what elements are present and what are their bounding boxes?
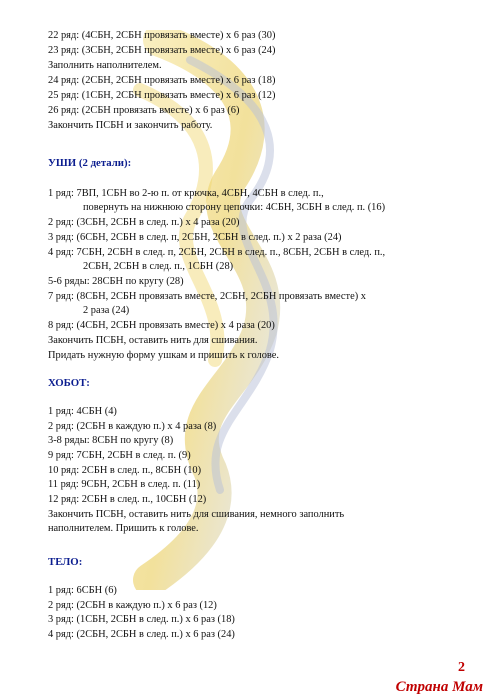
text-line: 2 ряд: (2СБН в каждую п.) х 6 раз (12) bbox=[48, 600, 217, 611]
text-line: 3 ряд: (6СБН, 2СБН в след. п, 2СБН, 2СБН в след. п.) х 2 раза (24) bbox=[48, 232, 342, 243]
text-line: 2 ряд: (2СБН в каждую п.) х 4 раза (8) bbox=[48, 421, 217, 432]
section-heading-trunk: ХОБОТ: bbox=[48, 377, 90, 389]
text-line: 11 ряд: 9СБН, 2СБН в след. п. (11) bbox=[48, 479, 201, 490]
text-line: 2 раза (24) bbox=[83, 305, 130, 316]
text-line: 1 ряд: 7ВП, 1СБН во 2-ю п. от крючка, 4СБН, 4СБН в след. п., bbox=[48, 188, 324, 199]
text-line: 22 ряд: (4СБН, 2СБН провязать вместе) х 6 раз (30) bbox=[48, 30, 276, 41]
text-line: повернуть на нижнюю сторону цепочки: 4СБН, 3СБН в след. п. (16) bbox=[83, 202, 386, 213]
text-line: 24 ряд: (2СБН, 2СБН провязать вместе) х 6 раз (18) bbox=[48, 75, 276, 86]
text-line: 8 ряд: (4СБН, 2СБН провязать вместе) х 4 раза (20) bbox=[48, 320, 275, 331]
text-line: Заполнить наполнителем. bbox=[48, 60, 162, 71]
text-line: 3 ряд: (1СБН, 2СБН в след. п.) х 6 раз (18) bbox=[48, 614, 235, 625]
text-line: Закончить ПСБН и закончить работу. bbox=[48, 120, 213, 131]
text-line: Закончить ПСБН, оставить нить для сшивания, немного заполнить bbox=[48, 509, 345, 520]
section-heading-body: ТЕЛО: bbox=[48, 556, 83, 568]
text-line: 1 ряд: 4СБН (4) bbox=[48, 406, 117, 417]
text-line: 26 ряд: (2СБН провязать вместе) х 6 раз (6) bbox=[48, 105, 240, 116]
text-line: 25 ряд: (1СБН, 2СБН провязать вместе) х 6 раз (12) bbox=[48, 90, 276, 101]
text-line: 10 ряд: 2СБН в след. п., 8СБН (10) bbox=[48, 465, 202, 476]
text-line: 9 ряд: 7СБН, 2СБН в след. п. (9) bbox=[48, 450, 191, 461]
text-line: 4 ряд: (2СБН, 2СБН в след. п.) х 6 раз (24) bbox=[48, 629, 235, 640]
text-line: 23 ряд: (3СБН, 2СБН провязать вместе) х 6 раз (24) bbox=[48, 45, 276, 56]
text-line: Закончить ПСБН, оставить нить для сшивания. bbox=[48, 335, 258, 346]
text-line: Придать нужную форму ушкам и пришить к голове. bbox=[48, 350, 279, 361]
text-line: 1 ряд: 6СБН (6) bbox=[48, 585, 117, 596]
section-heading-ears: УШИ (2 детали): bbox=[48, 157, 132, 169]
text-line: 2 ряд: (3СБН, 2СБН в след. п.) х 4 раза (20) bbox=[48, 217, 240, 228]
text-line: 12 ряд: 2СБН в след. п., 10СБН (12) bbox=[48, 494, 207, 505]
text-line: 3-8 ряды: 8СБН по кругу (8) bbox=[48, 435, 174, 446]
text-line: 2СБН, 2СБН в след. п., 1СБН (28) bbox=[83, 261, 234, 272]
page-number: 2 bbox=[458, 660, 465, 675]
text-line: 4 ряд: 7СБН, 2СБН в след. п, 2СБН, 2СБН в след. п., 8СБН, 2СБН в след. п., bbox=[48, 247, 386, 258]
text-line: наполнителем. Пришить к голове. bbox=[48, 523, 199, 534]
site-logo: Страна Мам bbox=[395, 679, 483, 695]
text-line: 7 ряд: (8СБН, 2СБН провязать вместе, 2СБН, 2СБН провязать вместе) х bbox=[48, 291, 366, 302]
text-line: 5-6 ряды: 28СБН по кругу (28) bbox=[48, 276, 184, 287]
